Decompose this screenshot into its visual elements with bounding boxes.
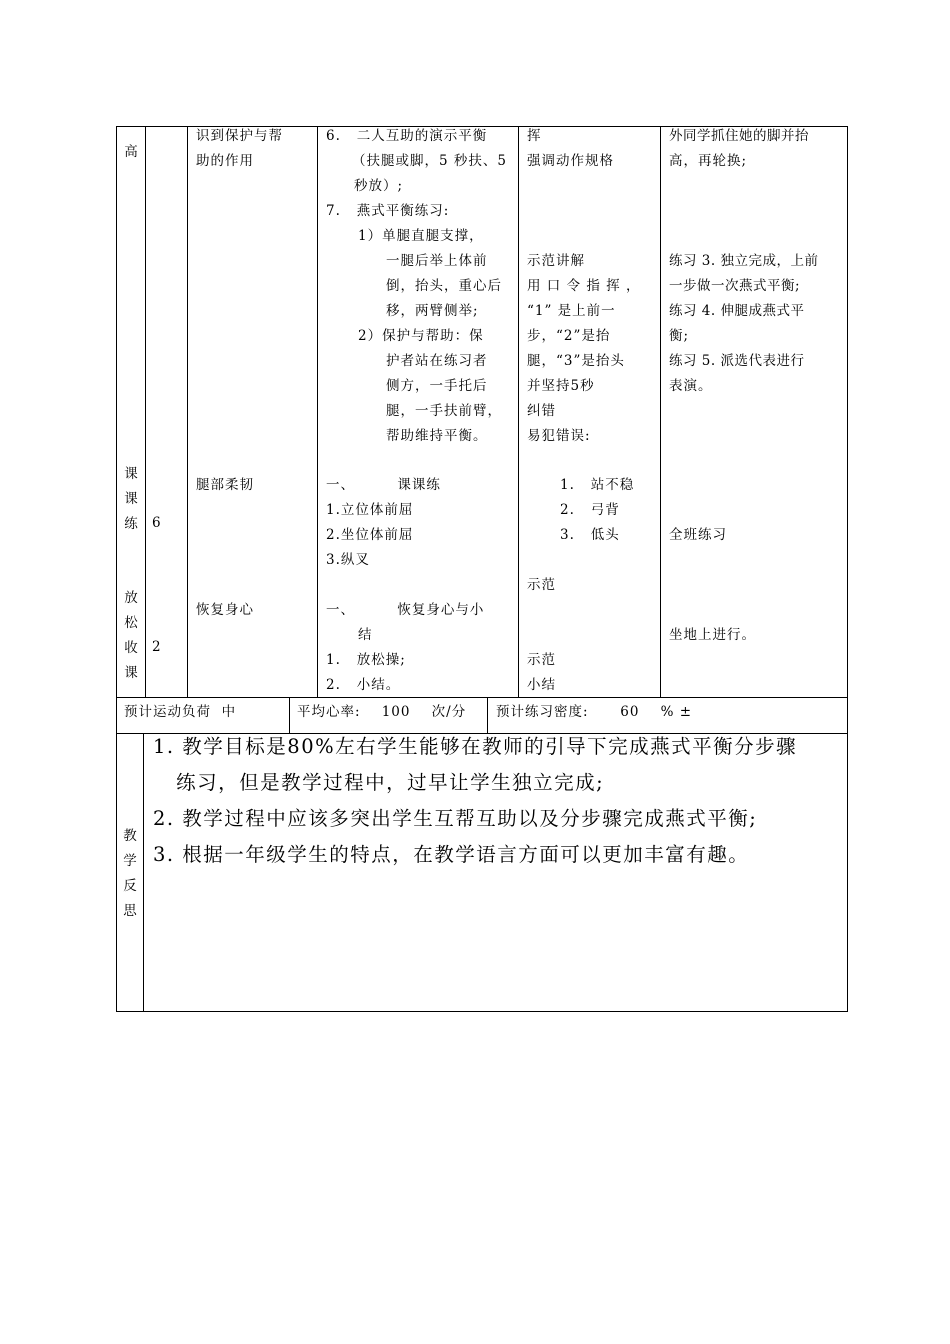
teacher-line: 强调动作规格: [527, 153, 614, 169]
student-line: 练习 5. 派选代表进行: [669, 353, 805, 369]
reflection-char: 反: [123, 878, 137, 894]
student-line: 高，再轮换;: [669, 153, 748, 169]
error-item: 3. 低头: [560, 527, 620, 543]
teacher-demo-row2: 示范: [527, 577, 556, 593]
goal-row3: 恢复身心: [196, 602, 254, 618]
average-heart-rate: 平均心率: 100 次/分: [297, 704, 467, 720]
content-cell-row3: [326, 598, 484, 698]
student-line: [669, 224, 818, 249]
student-line: [669, 199, 818, 224]
student-cell-row1: [669, 124, 818, 399]
content-line: 6. 二人互助的演示平衡: [326, 128, 488, 144]
student-line: [669, 174, 818, 199]
part-char: 松: [124, 615, 138, 631]
content-line: 2）保护与帮助：保: [358, 328, 484, 344]
content-line: 2. 小结。: [326, 677, 401, 693]
col-divider-content: [518, 126, 519, 697]
content-line: 1. 放松操;: [326, 652, 406, 668]
goal-row2: 腿部柔韧: [196, 477, 254, 493]
teacher-line: 挥: [527, 128, 542, 144]
reflection-label: [116, 824, 144, 924]
reflection-char: 学: [123, 853, 137, 869]
content-line: 护者站在练习者: [386, 353, 488, 369]
teacher-line: 步，“2”是抬: [527, 328, 611, 344]
teacher-cell-row3: [527, 648, 556, 698]
content-line: 2.坐位体前屈: [326, 527, 414, 543]
error-item: 2. 弓背: [560, 502, 620, 518]
error-item: 1. 站不稳: [560, 477, 635, 493]
reflection-char: 教: [123, 828, 137, 844]
reflection-line: 2. 教学过程中应该多突出学生互帮互助以及分步骤完成燕式平衡;: [153, 807, 758, 830]
student-line: 练习 4. 伸腿成燕式平: [669, 303, 805, 319]
part-char: 课: [124, 466, 138, 482]
teacher-line: [527, 224, 640, 249]
teacher-line: 并坚持5秒: [527, 378, 595, 394]
student-line: 衡;: [669, 328, 690, 344]
teacher-line: 示范讲解: [527, 253, 585, 269]
reflection-line: 1. 教学目标是80%左右学生能够在教师的引导下完成燕式平衡分步骤: [153, 735, 798, 758]
teacher-line: 腿，“3”是抬头: [527, 353, 625, 369]
table-right-border: [847, 126, 848, 1012]
content-line: 7. 燕式平衡练习:: [326, 203, 450, 219]
col-divider-time: [187, 126, 188, 697]
content-line: 帮助维持平衡。: [386, 428, 488, 444]
teacher-line: [527, 174, 640, 199]
teacher-line: 易犯错误:: [527, 428, 591, 444]
reflection-char: 思: [123, 903, 137, 919]
part-label-high: 高: [124, 144, 138, 160]
goal-line: 识到保护与帮: [196, 128, 283, 144]
content-line: 腿，一手扶前臂，: [386, 403, 502, 419]
table-bottom-border: [116, 1011, 848, 1012]
teacher-cell-row1: [527, 124, 640, 449]
content-line: 倒，抬头，重心后: [386, 278, 502, 294]
content-line: 1.立位体前屈: [326, 502, 414, 518]
reflection-text: [153, 729, 797, 873]
teacher-line: “1” 是上前一: [527, 303, 616, 319]
content-line: 侧方，一手托后: [386, 378, 488, 394]
teacher-line: 用 口 令 指 挥 ，: [527, 278, 641, 294]
goal-line: 助的作用: [196, 153, 254, 169]
teacher-line: [527, 199, 640, 224]
time-row3: 2: [152, 639, 162, 655]
content-cell-row1: [326, 124, 507, 449]
part-char: 收: [124, 640, 138, 656]
part-char: 课: [124, 665, 138, 681]
student-row3: 坐地上进行。: [669, 627, 756, 643]
goal-cell-row1: [196, 124, 283, 174]
student-line: 表演。: [669, 378, 713, 394]
reflection-line: 3. 根据一年级学生的特点，在教学语言方面可以更加丰富有趣。: [153, 843, 750, 866]
part-char: 课: [124, 491, 138, 507]
errors-list: [560, 473, 634, 548]
reflection-line: 练习，但是教学过程中，过早让学生独立完成;: [153, 771, 605, 794]
part-char: 练: [124, 516, 138, 532]
content-line: 一腿后举上体前: [386, 253, 488, 269]
exercise-load: 预计运动负荷 中: [124, 704, 237, 720]
part-char: 放: [124, 590, 138, 606]
exercise-density: 预计练习密度: 60 % ±: [496, 704, 693, 720]
content-line: 秒放）;: [354, 178, 404, 194]
teacher-line: 示范: [527, 652, 556, 668]
part-label-practice: [117, 462, 145, 537]
student-line: 练习 3. 独立完成，上前: [669, 253, 819, 269]
content-line: 结: [358, 627, 373, 643]
col-divider-part: [145, 126, 146, 697]
part-label-relax: [117, 586, 145, 686]
col-divider-teacher: [660, 126, 661, 697]
content-line: 1）单腿直腿支撑，: [358, 228, 484, 244]
student-row2: 全班练习: [669, 527, 727, 543]
col-divider-goal: [317, 126, 318, 697]
content-line: 一、 恢复身心与小: [326, 602, 485, 618]
content-line: （扶腿或脚，5 秒扶、5: [352, 153, 507, 169]
teacher-line: 小结: [527, 677, 556, 693]
content-line: 移，两臂侧举;: [386, 303, 479, 319]
content-line: 3.纵叉: [326, 552, 370, 568]
content-line: 一、 课课练: [326, 477, 441, 493]
student-line: 一步做一次燕式平衡;: [669, 278, 801, 294]
teacher-line: 纠错: [527, 403, 556, 419]
content-cell-row2: [326, 473, 441, 573]
time-row2: 6: [152, 515, 162, 531]
student-line: 外同学抓住她的脚并抬: [669, 128, 809, 144]
